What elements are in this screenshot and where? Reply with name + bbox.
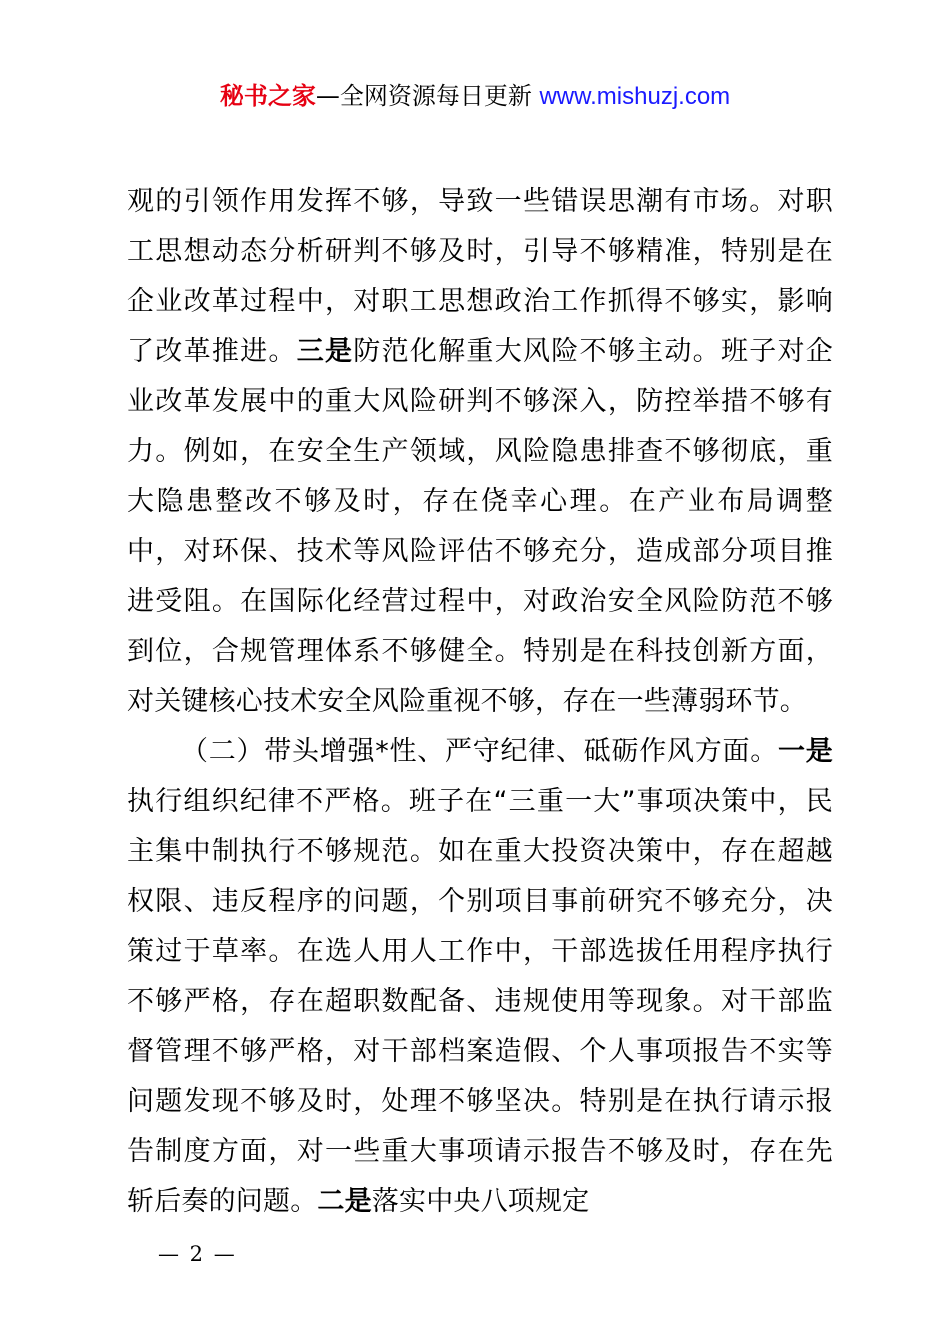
paragraph-2-text-b: 执行组织纪律不严格。班子在“三重一大”事项决策中，民主集中制执行不够规范。如在重大投资决策中，存在超越权限、违反程序的问题，个别项目事前研究不够充分，决策过于草率。在选人用人工作中，干部选拔任用程序执行不够严格，存在超职数配备、违规使用等现象。对干部监督管理不够严格，对干部档案造假、个人事项报告不实等问题发现不够及时，处理不够坚决。特别是在执行请示报告制度方面，对一些重大事项请示报告不够及时，存在先斩后奏的问题。 [127, 786, 833, 1217]
paragraph-1-text-a: 观的引领作用发挥不够，导致一些错误思潮有市场。对职工思想动态分析研判不够及时，引导不够精准，特别是在企业改革过程中，对职工思想政治工作抓得不够实，影响了改革推进。 [127, 186, 833, 367]
paragraph-1-text-b: 防范化解重大风险不够主动。班子对企业改革发展中的重大风险研判不够深入，防控举措不够有力。例如，在安全生产领域，风险隐患排查不够彻底，重大隐患整改不够及时，存在侥幸心理。在产业布局调整中，对环保、技术等风险评估不够充分，造成部分项目推进受阻。在国际化经营过程中，对政治安全风险防范不够到位，合规管理体系不够健全。特别是在科技创新方面，对关键核心技术安全风险重视不够，存在一些薄弱环节。 [127, 336, 834, 717]
paragraph-2-text-a: （二）带头增强*性、严守纪律、砥砺作风方面。 [181, 736, 779, 767]
header-url[interactable]: www.mishuzj.com [539, 83, 731, 110]
paragraph-1-bold-marker: 三是 [296, 336, 354, 367]
paragraph-2 [127, 727, 833, 1227]
watermark-header [0, 76, 950, 117]
brand-name: 秘书之家 [219, 82, 316, 110]
paragraph-1 [127, 177, 833, 727]
paragraph-2-text-c: 落实中央八项规定 [371, 1186, 590, 1217]
page-number: — 2 — [158, 1242, 237, 1266]
paragraph-2-bold-marker-2: 二是 [317, 1186, 372, 1217]
document-body [127, 177, 833, 1227]
paragraph-2-bold-marker-1: 一是 [778, 736, 833, 767]
header-slogan: —全网资源每日更新 [315, 82, 540, 110]
